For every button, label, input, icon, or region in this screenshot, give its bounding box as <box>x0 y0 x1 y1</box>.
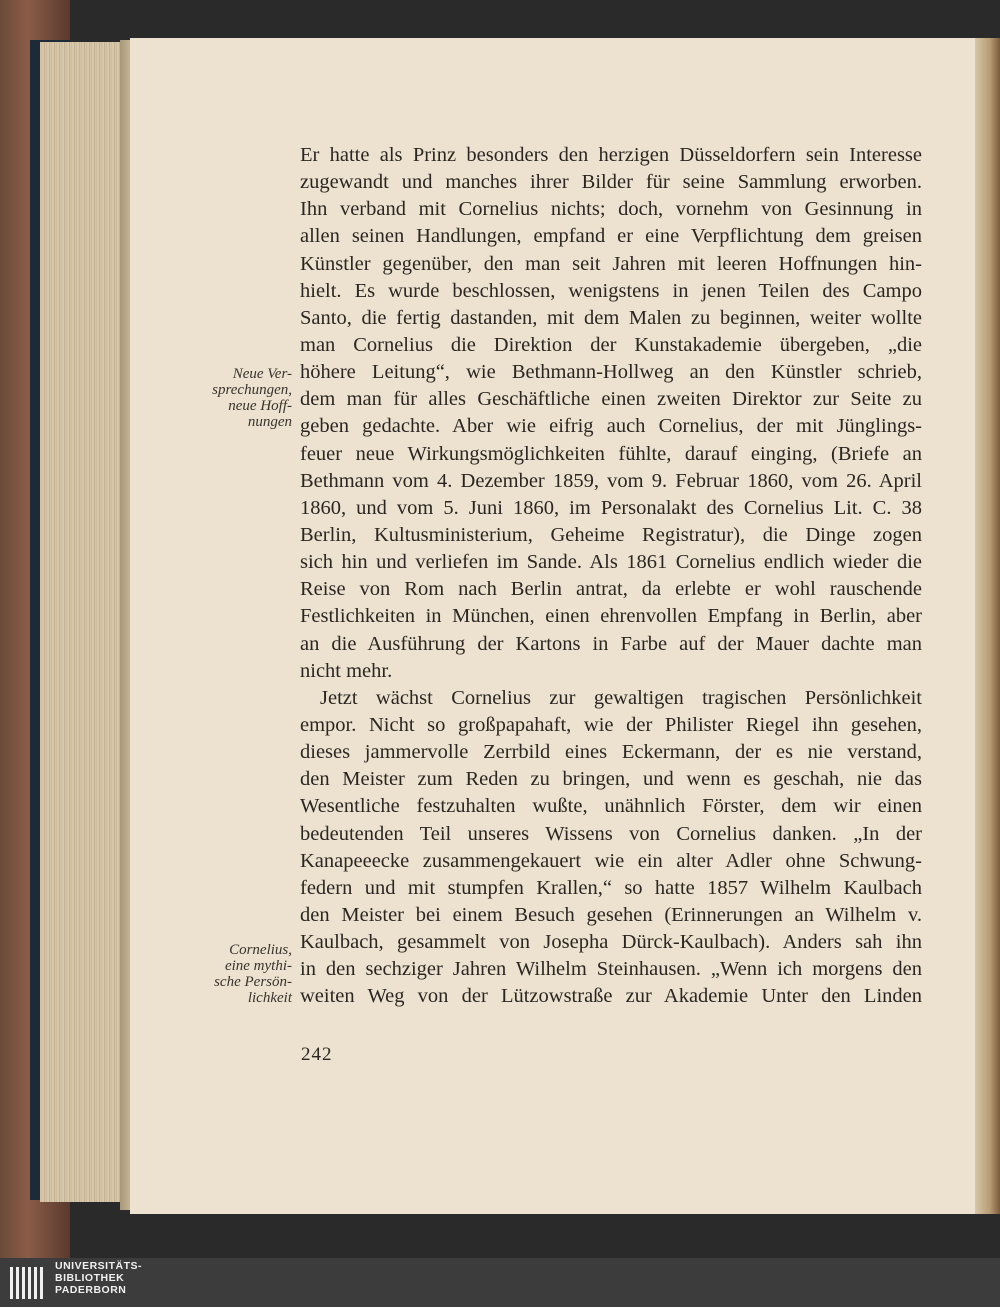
margin-note-line: Cornelius, <box>229 942 292 958</box>
library-logo-icon <box>8 1263 48 1303</box>
library-footer <box>0 1258 1000 1307</box>
margin-note-line: lichkeit <box>247 990 292 1006</box>
margin-note-line: nungen <box>247 414 292 430</box>
text-line: bedeutenden Teil unseres Wissens von Cornelius danken. „In der <box>300 822 922 845</box>
text-line: Er hatte als Prinz besonders den herzigen Düsseldorfern sein Interesse <box>300 144 922 166</box>
logo-line: BIBLIOTHEK <box>55 1272 125 1284</box>
margin-note <box>172 366 292 430</box>
text-line: sich hin und verliefen im Sande. Als 1861 Cornelius endlich wieder die <box>300 551 922 574</box>
text-line: Festlichkeiten in München, einen ehrenvollen Empfang in Berlin, aber <box>300 605 922 628</box>
text-line: weiten Weg von der Lützowstraße zur Akademie Unter den Linden <box>300 985 922 1008</box>
margin-note-line: neue Hoff- <box>228 398 292 414</box>
text-line: Künstler gegenüber, den man seit Jahren mit leeren Hoffnungen hin- <box>300 252 922 275</box>
text-line: an die Ausführung der Kartons in Farbe auf der Mauer dachte man <box>300 632 922 655</box>
text-line: Jetzt wächst Cornelius zur gewaltigen tragischen Persönlichkeit <box>320 686 922 709</box>
page-edges <box>40 42 130 1202</box>
logo-line: UNIVERSITÄTS- <box>55 1260 143 1272</box>
page-number: 242 <box>301 1044 333 1065</box>
text-line: Santo, die fertig dastanden, mit dem Malen zu beginnen, weiter wollte <box>300 306 922 329</box>
text-line: feuer neue Wirkungsmöglichkeiten fühlte, darauf einging, (Briefe an <box>300 442 922 465</box>
text-line: man Cornelius die Direktion der Kunstakademie übergeben, „die <box>300 333 922 356</box>
library-logo-text <box>55 1260 142 1296</box>
text-line: Wesentliche festzuhalten wußte, unähnlich Förster, dem wir einen <box>300 795 922 818</box>
text-line: nicht mehr. <box>300 659 393 682</box>
text-line: 1860, und vom 5. Juni 1860, im Personalakt des Cornelius Lit. C. 38 <box>300 496 922 519</box>
margin-note-line: Neue Ver- <box>232 366 292 382</box>
text-line: dem man für alles Geschäftliche einen zweiten Direktor zur Seite zu <box>300 388 922 411</box>
text-line: Reise von Rom nach Berlin antrat, da erlebte er wohl rauschende <box>300 578 922 601</box>
text-line: Ihn verband mit Cornelius nichts; doch, vornehm von Gesinnung in <box>300 198 922 221</box>
text-line: empor. Nicht so großpapahaft, wie der Philister Riegel ihn gesehen, <box>300 713 922 736</box>
margin-note-line: sche Persön- <box>214 974 292 990</box>
text-line: den Meister bei einem Besuch gesehen (Erinnerungen an Wilhelm v. <box>300 903 922 926</box>
text-line: geben gedachte. Aber wie eifrig auch Cornelius, der mit Jünglings- <box>300 415 922 438</box>
text-line: Bethmann vom 4. Dezember 1859, vom 9. Februar 1860, vom 26. April <box>300 469 922 492</box>
text-line: den Meister zum Reden zu bringen, und wenn es geschah, nie das <box>300 768 922 791</box>
text-line: dieses jammervolle Zerrbild eines Eckermann, der es nie verstand, <box>300 741 922 764</box>
text-line: Kaulbach, gesammelt von Josepha Dürck-Kaulbach). Anders sah ihn <box>300 931 922 954</box>
page-right-edge <box>975 38 1000 1214</box>
margin-note <box>172 942 292 1006</box>
text-line: hielt. Es wurde beschlossen, wenigstens in jenen Teilen des Campo <box>300 279 922 302</box>
text-line: federn und mit stumpfen Krallen,“ so hatte 1857 Wilhelm Kaulbach <box>300 876 922 899</box>
text-line: in den sechziger Jahren Wilhelm Steinhausen. „Wenn ich morgens den <box>300 958 922 981</box>
margin-note-line: sprechungen, <box>212 382 292 398</box>
text-line: Berlin, Kultusministerium, Geheime Registratur), die Dinge zogen <box>300 523 922 546</box>
text-line: zugewandt und manches ihrer Bilder für seine Sammlung erworben. <box>300 171 922 194</box>
text-line: höhere Leitung“, wie Bethmann-Hollweg an den Künstler schrieb, <box>300 361 922 384</box>
margin-note-line: eine mythi- <box>224 958 292 974</box>
logo-line: PADERBORN <box>55 1284 127 1296</box>
body-text <box>300 142 922 1011</box>
text-line: allen seinen Handlungen, empfand er eine Verpflichtung dem greisen <box>300 225 922 248</box>
text-line: Kanapeeecke zusammengekauert wie ein alter Adler ohne Schwung- <box>300 849 922 872</box>
